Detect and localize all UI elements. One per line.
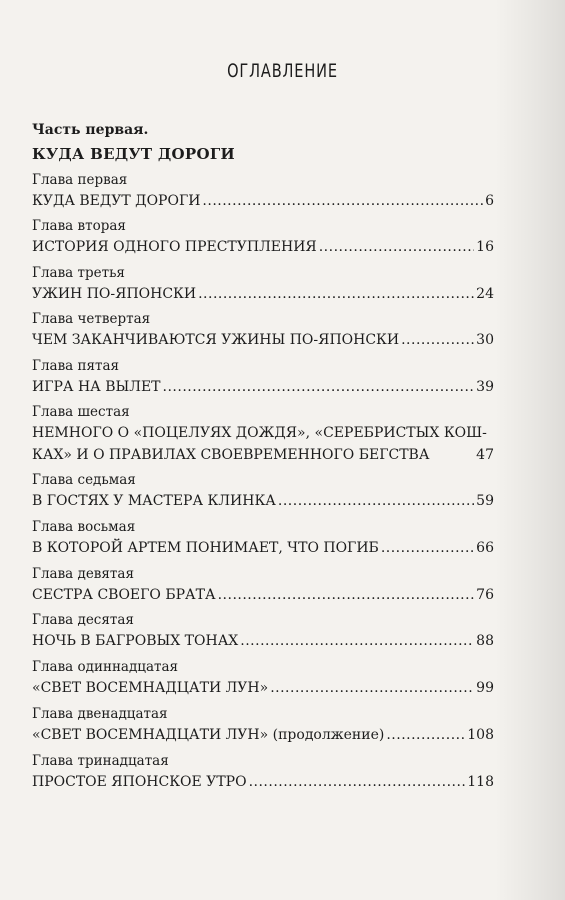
chapter-title: В ГОСТЯХ У МАСТЕРА КЛИНКА: [32, 493, 276, 509]
toc-entry-3: [32, 263, 494, 305]
toc-line[interactable]: [32, 677, 494, 699]
toc-entry-9: [32, 564, 494, 606]
chapter-label: Глава шестая: [32, 404, 130, 420]
chapter-label: Глава тринадцатая: [32, 753, 169, 769]
chapter-label: Глава девятая: [32, 566, 134, 582]
toc-line[interactable]: [32, 584, 494, 606]
toc-entry-7: [32, 470, 494, 512]
page-number: 59: [476, 493, 494, 509]
chapter-label: Глава седьмая: [32, 472, 136, 488]
chapter-title: В КОТОРОЙ АРТЕМ ПОНИМАЕТ, ЧТО ПОГИБ: [32, 540, 379, 556]
chapter-title: КУДА ВЕДУТ ДОРОГИ: [32, 193, 201, 209]
chapter-title: ЧЕМ ЗАКАНЧИВАЮТСЯ УЖИНЫ ПО-ЯПОНСКИ: [32, 332, 400, 348]
dot-leader: [163, 376, 475, 398]
chapter-label: Глава одиннадцатая: [32, 659, 179, 675]
page-number: 16: [476, 239, 494, 255]
toc-line[interactable]: [32, 190, 494, 212]
page-number: 118: [467, 774, 494, 790]
toc-line[interactable]: [32, 236, 494, 258]
dot-leader: [319, 236, 474, 258]
dot-leader: [401, 329, 474, 351]
chapter-label: Глава третья: [32, 265, 125, 281]
toc-entry-8: [32, 517, 494, 559]
toc-line[interactable]: [32, 630, 494, 652]
toc-line[interactable]: [32, 329, 494, 351]
toc-line[interactable]: [32, 376, 494, 398]
part-label: Часть первая.: [32, 122, 149, 138]
chapter-title-line-2: КАХ» И О ПРАВИЛАХ СВОЕВРЕМЕННОГО БЕГСТВА: [32, 447, 430, 463]
chapter-title: ПРОСТОЕ ЯПОНСКОЕ УТРО: [32, 774, 247, 790]
dot-leader: [381, 537, 474, 559]
chapter-title: УЖИН ПО-ЯПОНСКИ: [32, 286, 197, 302]
page-title: ОГЛАВЛЕНИЕ: [227, 60, 338, 82]
page-number: 39: [476, 379, 494, 395]
chapter-label: Глава вторая: [32, 218, 126, 234]
page-gutter-shadow: [495, 0, 565, 900]
dot-leader: [202, 190, 483, 212]
page-number: 24: [476, 286, 494, 302]
chapter-label: Глава двенадцатая: [32, 706, 168, 722]
dot-leader: [278, 490, 474, 512]
toc-entry-5: [32, 356, 494, 398]
chapter-title: СЕСТРА СВОЕГО БРАТА: [32, 587, 216, 603]
toc-entry-12: [32, 704, 494, 746]
dot-leader: [240, 630, 474, 652]
chapter-label: Глава четвертая: [32, 311, 151, 327]
dot-leader: [218, 584, 475, 606]
part-title: КУДА ВЕДУТ ДОРОГИ: [32, 145, 235, 163]
toc-entry-4: [32, 309, 494, 351]
toc-line[interactable]: [32, 422, 494, 466]
page-number: 108: [467, 727, 494, 743]
chapter-title: ИСТОРИЯ ОДНОГО ПРЕСТУПЛЕНИЯ: [32, 239, 317, 255]
toc-entry-1: [32, 170, 494, 212]
page-number: 88: [476, 633, 494, 649]
chapter-title: «СВЕТ ВОСЕМНАДЦАТИ ЛУН»: [32, 680, 269, 696]
page-number: 30: [476, 332, 494, 348]
chapter-title: «СВЕТ ВОСЕМНАДЦАТИ ЛУН» (продолжение): [32, 727, 385, 743]
chapter-label: Глава первая: [32, 172, 128, 188]
chapter-title: ИГРА НА ВЫЛЕТ: [32, 379, 161, 395]
page-number: 76: [476, 587, 494, 603]
toc-line[interactable]: [32, 490, 494, 512]
chapter-title: НОЧЬ В БАГРОВЫХ ТОНАХ: [32, 633, 239, 649]
toc-line[interactable]: [32, 771, 494, 793]
chapter-label: Глава десятая: [32, 612, 134, 628]
dot-leader: [386, 724, 465, 746]
toc-line[interactable]: [32, 724, 494, 746]
chapter-title-line-1: НЕМНОГО О «ПОЦЕЛУЯХ ДОЖДЯ», «СЕРЕБРИСТЫХ КОШ-: [32, 425, 487, 441]
dot-leader: [249, 771, 466, 793]
toc-line[interactable]: [32, 537, 494, 559]
page-number: 6: [485, 193, 494, 209]
chapter-label: Глава пятая: [32, 358, 120, 374]
toc-entry-6: [32, 402, 494, 466]
toc-entry-2: [32, 216, 494, 258]
page-number: 99: [476, 680, 494, 696]
page-number: 47: [476, 447, 494, 463]
toc-entry-10: [32, 610, 494, 652]
page-number: 66: [476, 540, 494, 556]
dot-leader: [270, 677, 474, 699]
toc-entry-13: [32, 751, 494, 793]
toc-entry-11: [32, 657, 494, 699]
dot-leader: [198, 283, 474, 305]
chapter-label: Глава восьмая: [32, 519, 136, 535]
toc-line[interactable]: [32, 283, 494, 305]
